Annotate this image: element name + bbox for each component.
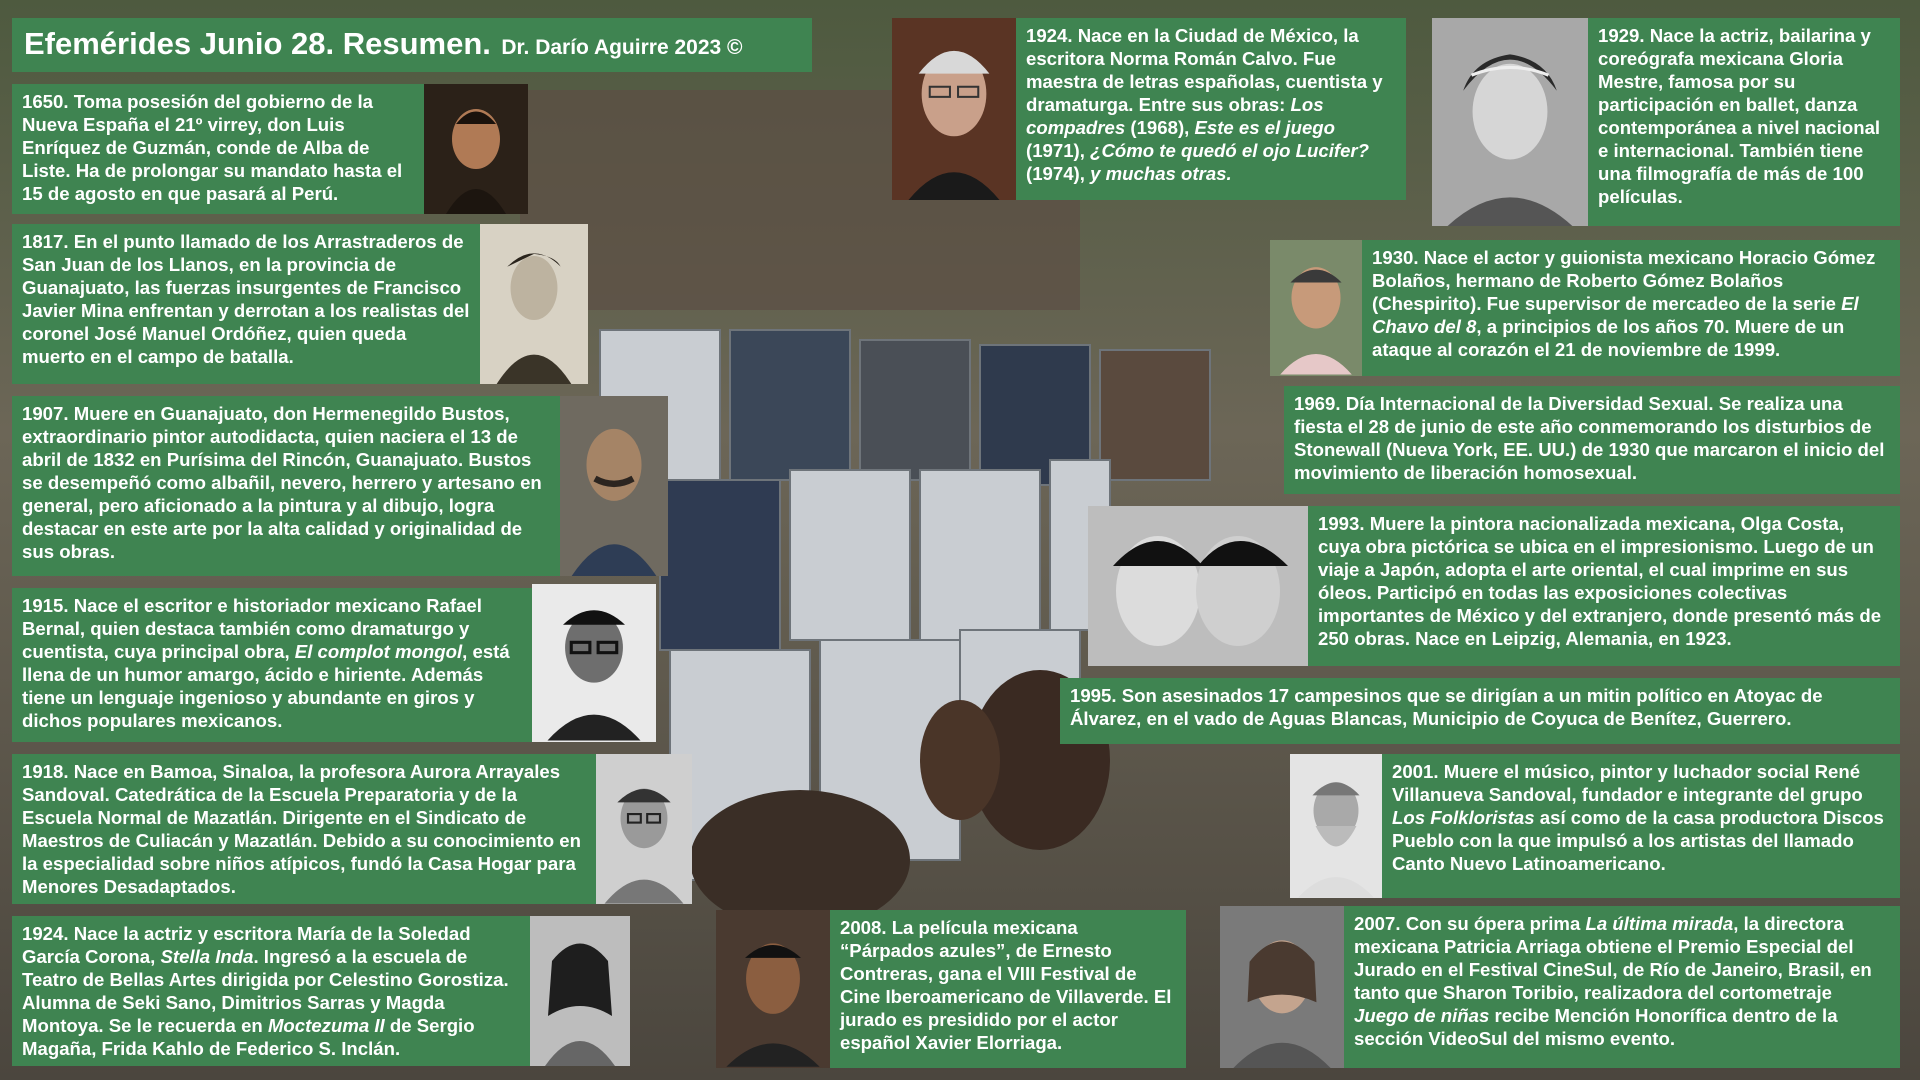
entry-1924-stella-text: 1924. Nace la actriz y escritora María de la Soledad García Corona, Stella Inda. Ingresó a la escuela de Teatro de Bellas Artes dirigida por Celestino Gorostiza. Alumna de Seki Sano, Dimitrios Sarras y Magda Montoya. Se le recuerda en Moctezuma II de Sergio Magaña, Frida Kahlo de Federico S. Inclán.	[22, 923, 509, 1059]
entry-1995-text: 1995. Son asesinados 17 campesinos que se dirigían a un mitin político en Atoyac de Álvarez, en el vado de Aguas Blancas, Municipio de Coyuca de Benítez, Guerrero.	[1070, 685, 1823, 729]
entry-1918	[12, 754, 596, 904]
entry-1924-norma	[1016, 18, 1406, 200]
entry-1817	[12, 224, 480, 384]
entry-1924-stella	[12, 916, 530, 1066]
title-main: Efemérides Junio 28. Resumen.	[24, 26, 491, 61]
entry-1969-text: 1969. Día Internacional de la Diversidad Sexual. Se realiza una fiesta el 28 de junio de este año conmemorando los disturbios de Stonewall (Nueva York, EE. UU.) de 1930 que marcaron el inicio del movimiento de liberación homosexual.	[1294, 393, 1885, 483]
entry-2001-text: 2001. Muere el músico, pintor y luchador social René Villanueva Sandoval, fundador e integrante del grupo Los Folkloristas así como de la casa productora Discos Pueblo con la que impulsó a los artistas del llamado Canto Nuevo Latinoamericano.	[1392, 761, 1884, 874]
page-title	[12, 18, 812, 72]
entry-1915-text: 1915. Nace el escritor e historiador mexicano Rafael Bernal, quien destaca también como dramaturgo y cuentista, cuya principal obra, El complot mongol, está llena de un humor amargo, ácido e hiriente. Además tiene un lenguaje ingenioso y abundante en giros y dichos populares mexicanos.	[22, 595, 510, 731]
entry-1993-text: 1993. Muere la pintora nacionalizada mexicana, Olga Costa, cuya obra pictórica se ubica en el impresionismo. Luego de un viaje a Japón, adopta el arte oriental, el cual imprime en sus óleos. Participó en todas las exposiciones colectivas importantes de México y del extranjero, donde presentó más de 250 obras. Nace en Leipzig, Alemania, en 1923.	[1318, 513, 1882, 649]
entry-2001	[1382, 754, 1900, 898]
entry-1650-text: 1650. Toma posesión del gobierno de la Nueva España el 21º virrey, don Luis Enríquez de Guzmán, conde de Alba de Liste. Ha de prolongar su mandato hasta el 15 de agosto en que pasará al Perú.	[22, 91, 403, 204]
portrait-villanueva-icon	[1290, 754, 1382, 898]
entry-2007	[1344, 906, 1900, 1068]
entry-1907-text: 1907. Muere en Guanajuato, don Hermenegildo Bustos, extraordinario pintor autodidacta, quien naciera el 13 de abril de 1832 en Purísima del Rincón, Guanajuato. Bustos se desempeñó como albañil, nevero, herrero y artesano en general, pero aficionado a la pintura y al dibujo, logra destacar en este arte por la alta calidad y originalidad de sus obras.	[22, 403, 542, 562]
title-author: Dr. Darío Aguirre 2023 ©	[501, 36, 743, 59]
entry-1930-text: 1930. Nace el actor y guionista mexicano Horacio Gómez Bolaños, hermano de Roberto Gómez Bolaños (Chespirito). Fue supervisor de mercadeo de la serie El Chavo del 8, a principios de los años 70. Muere de un ataque al corazón el 21 de noviembre de 1999.	[1372, 247, 1876, 360]
portrait-bernal-icon	[532, 584, 656, 742]
entry-2008-text: 2008. La película mexicana “Párpados azules”, de Ernesto Contreras, gana el VIII Festival de Cine Iberoamericano de Villaverde. El jurado es presidido por el actor español Xavier Elorriaga.	[840, 917, 1172, 1053]
portrait-bustos-icon	[560, 396, 668, 576]
portrait-norma-roman-icon	[892, 18, 1016, 200]
entry-1969	[1284, 386, 1900, 494]
portrait-arriaga-icon	[1220, 906, 1344, 1068]
entry-1929-text: 1929. Nace la actriz, bailarina y coreógrafa mexicana Gloria Mestre, famosa por su participación en ballet, danza contemporánea a nivel nacional e internacional. También tiene una filmografía de más de 100 películas.	[1598, 25, 1881, 207]
portrait-contreras-icon	[716, 910, 830, 1068]
entry-1929	[1588, 18, 1900, 226]
portrait-mina-icon	[480, 224, 588, 384]
entry-1907	[12, 396, 560, 576]
portrait-gloria-mestre-icon	[1432, 18, 1588, 226]
entry-1930	[1362, 240, 1900, 376]
portrait-arrayales-icon	[596, 754, 692, 904]
entry-1924-norma-text: 1924. Nace en la Ciudad de México, la escritora Norma Román Calvo. Fue maestra de letras españolas, cuentista y dramaturga. Entre sus obras: Los compadres (1968), Este es el juego (1971), ¿Cómo te quedó el ojo Lucifer? (1974), y muchas otras.	[1026, 25, 1383, 184]
portrait-stella-inda-icon	[530, 916, 630, 1066]
portrait-horacio-icon	[1270, 240, 1362, 376]
entry-1993	[1308, 506, 1900, 666]
entry-1918-text: 1918. Nace en Bamoa, Sinaloa, la profesora Aurora Arrayales Sandoval. Catedrática de la Escuela Preparatoria y de la Escuela Normal de Mazatlán. Dirigente en el Sindicato de Maestros de Culiacán y Mazatlán. Debido a su conocimiento en la especialidad sobre niños atípicos, fundó la Casa Hogar para Menores Desadaptados.	[22, 761, 581, 897]
entry-1817-text: 1817. En el punto llamado de los Arrastraderos de San Juan de los Llanos, en la provincia de Guanajuato, las fuerzas insurgentes de Francisco Javier Mina enfrentan y derrotan a los realistas del coronel José Manuel Ordóñez, quien queda muerto en el campo de batalla.	[22, 231, 470, 367]
entry-2008	[830, 910, 1186, 1068]
entry-1915	[12, 588, 532, 742]
portrait-virrey-icon	[424, 84, 528, 214]
entry-1650	[12, 84, 424, 214]
entry-1995	[1060, 678, 1900, 744]
portrait-olga-costa-icon	[1088, 506, 1308, 666]
entry-2007-text: 2007. Con su ópera prima La última mirada, la directora mexicana Patricia Arriaga obtiene el Premio Especial del Jurado en el Festival CineSul, de Río de Janeiro, Brasil, en tanto que Sharon Toribio, realizadora del cortometraje Juego de niñas recibe Mención Honorífica dentro de la sección VideoSul del mismo evento.	[1354, 913, 1872, 1049]
